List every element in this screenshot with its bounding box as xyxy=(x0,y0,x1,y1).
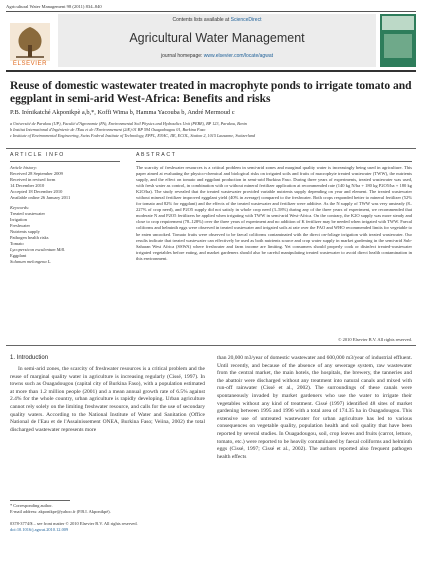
affiliation-c: c Institute of Environmental Engineering, Swiss Federal Institute of Technology, EPFL, ENAC, IIE, ECOL, Station 2, 1015 Lausanne, Switzerland xyxy=(10,133,256,139)
keyword: Lycopersicon esculentum Mill. xyxy=(10,247,66,253)
masthead-rule xyxy=(6,70,416,72)
keyword: Nutrients supply xyxy=(10,228,40,234)
keyword: Solanum melongena L. xyxy=(10,259,52,265)
homepage-prefix: journal homepage: xyxy=(160,53,203,59)
introduction-left-column: In semi-arid zones, the scarcity of freshwater resources is a critical problem and the reuse of marginal quality water in agriculture is increasing regularly (Cissé, 1997). In towns such as Ouagadougou (capital city of Burkina Faso), with a population estimated at more than 1.2 million people (2001) and a mean annual growth rate of 6.5% against 2.4% for the whole country, urban agriculture is rapidly developing. Urban agriculture cannot rely solely on the limiting freshwater resource, and calls for the use of secondary quality waters. According to the National Institute of Water and Sanitation (Office National de l'Eau et de l'Assainissement ONEA, Burkina Faso; Veiina, 2002) the total discharged wastewater represents more xyxy=(10,366,205,433)
top-rule xyxy=(6,11,416,12)
cover-title-band xyxy=(382,16,414,30)
abstract-end-rule xyxy=(6,345,416,346)
article-info xyxy=(10,165,120,266)
author-list: P.B. Irénikatché Akponikpè a,b,*, Koffi Wima b, Hamma Yacouba b, André Mermoud c xyxy=(10,109,235,116)
abstract-heading: ABSTRACT xyxy=(136,152,177,158)
keyword: Irrigation xyxy=(10,216,27,222)
history-item: Accepted 18 December 2010 xyxy=(10,189,63,195)
author-email[interactable]: E-mail address: akponikpe@yahoo.fr (P.B.I. Akponikpè). xyxy=(10,509,111,514)
abstract-text: The scarcity of freshwater resources is a critical problem in semi-arid zones and marginal quality water is increasingly being used in agriculture. This paper aimed at evaluating the physico-chemical and biological risks on irrigated soils and fruits of macrophyte treated wastewater (TWW), the nutrients supply, and the effect on tomato and eggplant production in semi-arid Burkina Faso. During three years of experiments, treated wastewater was used, with fresh water as control, in combination with or without mineral fertilizer application at recommended rate (140 kg N/ha + 180 kg P2O5/ha + 180 kg K2O/ha). The study revealed that the treated wastewater provided variable nutrients supply depending on year and element. The treated wastewater without mineral fertilizer improved eggplant yield (40% in average) compared to the freshwater. Both crops responded better to mineral fertilizer (52% for tomato and 82% for eggplant) and the effects of the treated wastewater and fertilizer were additive. As the N supply of TWW was very unsteady (8–227% of crop need), and P2O5 supply did not satisfy in whole crop need (3–58%) during any of the three years of experiment, we recommended that moderate N and P2O5 fertilizers be applied when irrigating with TWW in semi-arid West-Africa. On the contrary, the K2O supply was more steady and close to crop requirement (78–128%) over the three years of experiment and no addition of K fertilizer may be needed when irrigated with TWW. Faecal coliforms and helminth eggs were observed in treated wastewater and irrigated soils at rate over the FAO and WHO recommended limits for vegetable to be eaten uncooked. Tomato fruits were observed to be faecal coliforms contaminated with the direct on-foliage irrigation with treated wastewater. Our results indicate that treated wastewater can effectively be used as both nutrients source and crop water supply in market gardening in the semi-arid Sub-Saharan West Africa (SSWA) where freshwater and farm income are limiting. Yet consumers should properly cook or disinfect treated-wastewater irrigated vegetables before eating, and market gardeners should also be careful manipulating treated wastewater to avoid direct health contamination in this environment. xyxy=(136,165,412,261)
corresponding-author-note: * Corresponding author. xyxy=(10,503,53,508)
keyword: Tomato xyxy=(10,241,24,247)
section-rule xyxy=(6,148,416,149)
journal-title: Agricultural Water Management xyxy=(129,31,305,45)
history-item: 14 December 2010 xyxy=(10,183,45,189)
abstract-rule xyxy=(136,161,412,162)
history-item: Received 28 September 2009 xyxy=(10,171,63,177)
publication-info xyxy=(10,521,205,533)
affiliations xyxy=(10,121,412,140)
history-item: Received in revised form xyxy=(10,177,56,183)
history-label: Article history: xyxy=(10,165,38,170)
homepage-line xyxy=(58,53,376,59)
cover-illustration xyxy=(384,34,412,58)
contents-prefix: Contents lists available at xyxy=(172,17,230,23)
footnote-rule xyxy=(10,500,70,501)
article-info-heading: ARTICLE INFO xyxy=(10,152,65,158)
journal-cover-image xyxy=(380,14,416,67)
sciencedirect-link[interactable]: ScienceDirect xyxy=(230,17,262,23)
publisher-name: ELSEVIER xyxy=(12,61,48,67)
keywords-label: Keywords: xyxy=(10,204,30,210)
article-info-rule xyxy=(10,161,120,162)
affiliation-a: a Université de Parakou (UP), Faculté d'Agronomie (FA), Environmental Soil Physics and Hydraulics Unit (PEBE), BP 123, Parakou, Benin xyxy=(10,121,247,126)
contents-line xyxy=(58,17,376,23)
journal-reference: Agricultural Water Management 98 (2011) 834–840 xyxy=(6,4,102,9)
article-title: Reuse of domestic wastewater treated in macrophyte ponds to irrigate tomato and eggplant in semi-arid West-Africa: Benefits and risks xyxy=(10,80,412,105)
keyword: Treated wastewater xyxy=(10,210,45,216)
history-item: Available online 26 January 2011 xyxy=(10,195,71,201)
introduction-right-column: than 20,000 m3/year of domestic wastewater and 600,000 m3/year of industrial effluent. Until recently, and because of the absence of any sewerage system, raw wastewater from the central market, the main hotels, the hospitals, the brewery, the tanneries and the abattoir were discharged without any treatment into natural canals and mixed with run-off rainwater (Cissé et al., 2002). The surroundings of these canals were spontaneously invaded by market gardeners who use the water to irrigate their vegetables without any kind of treatment. Cissé (1997) identified 48 sites of market gardening between 1995 and 1996 with a total area of 174.35 ha in Ouagadougou. This extensive use of untreated wastewater for urban agriculture has led to various consequences on vegetable quality, population health and soil quality that have been reported by several studies. In Ouagadougou, soil, crop leaves and fruits (carrot, lettuce, tomato, etc.) were reported to be heavily contaminated by faecal coliforms and helminth eggs (Cissé, 1997; Cissé et al., 2002). The authors reported also frequent pathogen health effects xyxy=(217,355,412,460)
copyright-notice: © 2010 Elsevier B.V. All rights reserved. xyxy=(338,337,412,342)
introduction-heading: 1. Introduction xyxy=(10,355,49,361)
elsevier-logo[interactable] xyxy=(6,14,54,67)
keyword: Freshwater xyxy=(10,222,30,228)
homepage-link[interactable]: www.elsevier.com/locate/agwat xyxy=(203,53,273,59)
elsevier-tree-icon xyxy=(10,23,50,61)
affiliation-b: b Institut International d'Ingénierie de l'Eau et de l'Environnement (2iE) 01 BP 594 Ouagadougou 01, Burkina Faso xyxy=(10,127,206,133)
keyword: Pathogen health risks xyxy=(10,235,49,241)
issn-line: 0378-3774/$ – see front matter © 2010 Elsevier B.V. All rights reserved. xyxy=(10,521,138,526)
masthead-center xyxy=(58,14,376,67)
masthead xyxy=(6,14,416,67)
footnotes xyxy=(10,503,205,515)
doi-link[interactable]: doi:10.1016/j.agwat.2010.12.009 xyxy=(10,527,69,532)
keyword: Eggplant xyxy=(10,253,27,259)
